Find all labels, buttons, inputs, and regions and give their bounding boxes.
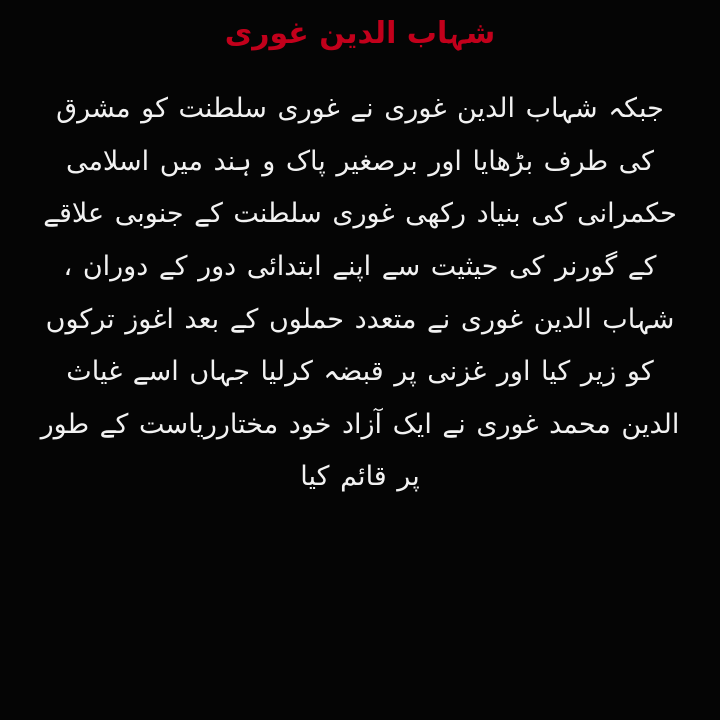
- page-title: شہاب الدین غوری: [224, 16, 496, 51]
- body-paragraph: جبکہ شہاب الدین غوری نے غوری سلطنت کو مشرق کی طرف بڑھایا اور برصغیر پاک و ہند میں اسلامی حکمرانی کی بنیاد رکھی غوری سلطنت کے جنوبی علاقے کے گورنر کی حیثیت سے اپنے ابتدائی دور کے دوران ، شہاب الدین غوری نے متعدد حملوں کے بعد اغوز ترکوں کو زیر کیا اور غزنی پر قبضہ کرلیا جہاں اسے غیاث الدین محمد غوری نے ایک آزاد خود مختارریاست کے طور پر قائم کیا: [40, 93, 680, 493]
- bottom-spacer: [0, 504, 720, 720]
